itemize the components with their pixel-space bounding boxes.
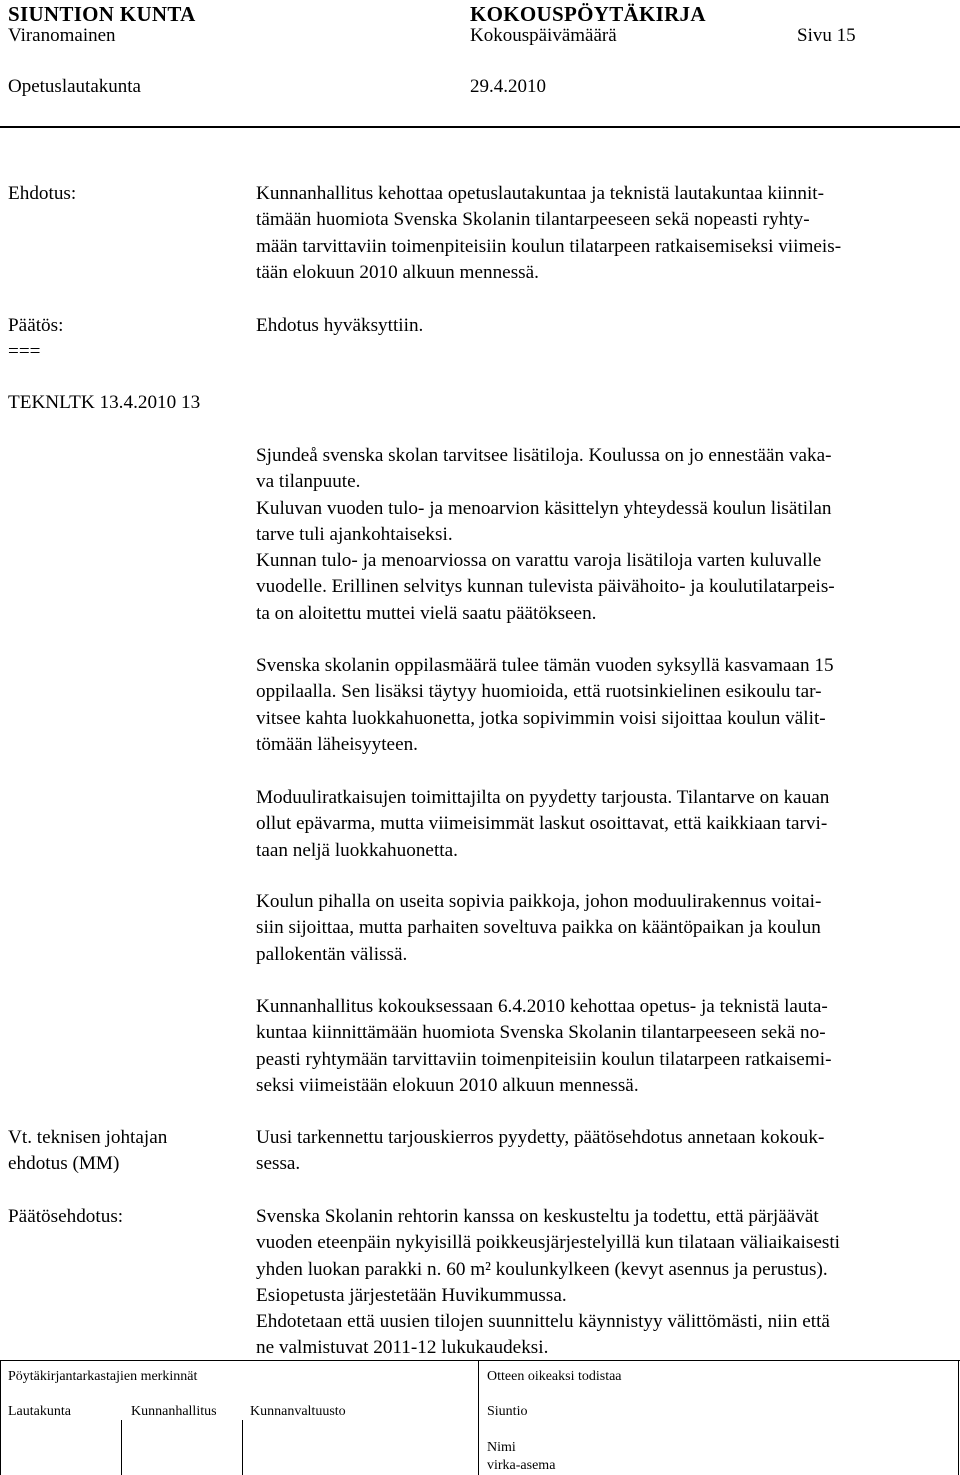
body-line: va tilanpuute. — [256, 471, 361, 493]
authority-value: Opetuslautakunta — [8, 76, 141, 97]
body-line: kuntaa kiinnittämään huomiota Svenska Skolanin tilantarpeeseen sekä no- — [256, 1022, 826, 1044]
separator: === — [8, 341, 41, 362]
decision-proposal-label: Päätösehdotus: — [8, 1206, 124, 1227]
footer-left-border — [0, 1360, 1, 1475]
decision-proposal-line: Svenska Skolanin rehtorin kanssa on keskusteltu ja todettu, että pärjäävät — [256, 1206, 819, 1227]
checkers-label: Pöytäkirjantarkastajien merkinnät — [8, 1369, 198, 1384]
body-paragraph-2 — [256, 653, 956, 758]
body-line: oppilaalla. Sen lisäksi täytyy huomioida, että ruotsinkielinen esikoulu tar- — [256, 681, 822, 703]
body-paragraph-4 — [256, 889, 956, 968]
body-line: ollut epävarma, mutta viimeisimmät laskut osoittavat, että kaikkiaan tarvi- — [256, 813, 828, 835]
body-line: vuodelle. Erillinen selvitys kunnan tulevista päivähoito- ja koulutilatarpeis- — [256, 576, 835, 598]
date-value: 29.4.2010 — [470, 76, 546, 97]
body-line: seksi viimeistään elokuun 2010 alkuun mennessä. — [256, 1074, 639, 1096]
director-line: Uusi tarkennettu tarjouskierros pyydetty, päätösehdotus annetaan kokouk- — [256, 1127, 825, 1148]
director-proposal-label — [8, 1125, 167, 1178]
body-line: Koulun pihalla on useita sopivia paikkoja, johon moduulirakennus voitai- — [256, 891, 822, 912]
authority-label: Viranomainen — [8, 25, 116, 46]
header-divider — [0, 126, 960, 128]
col-government-label: Kunnanhallitus — [131, 1404, 217, 1419]
page-number: Sivu 15 — [797, 25, 856, 46]
body-line: pallokentän välissä. — [256, 943, 408, 965]
document-type: KOKOUSPÖYTÄKIRJA — [470, 2, 706, 26]
body-line: siin sijoittaa, mutta parhaiten soveltuva paikka on kääntöpaikan ja koulun — [256, 917, 821, 939]
body-line: taan neljä luokkahuonetta. — [256, 839, 458, 861]
director-label-line: Vt. teknisen johtajan — [8, 1127, 168, 1148]
body-line: tömään läheisyyteen. — [256, 733, 418, 755]
decision-text — [256, 313, 956, 339]
footer-top-border — [0, 1360, 960, 1361]
body-line: Kuluvan vuoden tulo- ja menoarvion käsittelyn yhteydessä koulun lisätilan — [256, 497, 832, 519]
body-line: peasti ryhtymään tarvittaviin toimenpiteisiin koulun tilatarpeen ratkaisemi- — [256, 1048, 832, 1070]
body-line: Kunnan tulo- ja menoarviossa on varattu varoja lisätiloja varten kuluvalle — [256, 550, 822, 572]
decision-proposal-line: yhden luokan parakki n. 60 m² koulunkylkeen (kevyt asennus ja perustus). — [256, 1258, 828, 1280]
footer-col-divider-2 — [242, 1420, 243, 1475]
body-paragraph-5 — [256, 994, 956, 1099]
proposal-text — [256, 181, 956, 286]
body-line: vitsee kahta luokkahuonetta, jotka sopivimmin voisi sijoittaa koulun välit- — [256, 707, 826, 729]
certified-label: Otteen oikeaksi todistaa — [487, 1369, 622, 1384]
decision-proposal-line: vuoden eteenpäin nykyisillä poikkeusjärjestelyillä kun tilataan väliaikaisesti — [256, 1232, 840, 1254]
proposal-line: tään elokuun 2010 alkuun mennessä. — [256, 261, 539, 283]
decision-proposal-line: Ehdotetaan että uusien tilojen suunnittelu käynnistyy välittömästi, niin että — [256, 1311, 830, 1333]
decision-proposal-line: Esiopetusta järjestetään Huvikummussa. — [256, 1284, 567, 1306]
decision-proposal-line: ne valmistuvat 2011-12 lukukaudeksi. — [256, 1337, 549, 1359]
body-line: Kunnanhallitus kokouksessaan 6.4.2010 kehottaa opetus- ja teknistä lauta- — [256, 996, 828, 1017]
director-line: sessa. — [256, 1153, 301, 1175]
place-label: Siuntio — [487, 1404, 528, 1419]
body-paragraph-3 — [256, 785, 956, 864]
decision-label: Päätös: — [8, 315, 64, 336]
body-line: Svenska skolanin oppilasmäärä tulee tämän vuoden syksyllä kasvamaan 15 — [256, 655, 834, 676]
body-line: Moduuliratkaisujen toimittajilta on pyydetty tarjousta. Tilantarve on kauan — [256, 787, 830, 808]
proposal-line: Kunnanhallitus kehottaa opetuslautakuntaa ja teknistä lautakuntaa kiinnit- — [256, 183, 824, 204]
decision-line: Ehdotus hyväksyttiin. — [256, 315, 424, 336]
director-proposal-text — [256, 1125, 956, 1178]
name-label: Nimi — [487, 1440, 516, 1455]
section-reference: TEKNLTK 13.4.2010 13 — [8, 392, 201, 413]
footer-right-border — [958, 1360, 959, 1475]
footer-center-divider — [478, 1360, 479, 1475]
director-label-line: ehdotus (MM) — [8, 1153, 120, 1175]
title-label: virka-asema — [487, 1458, 556, 1473]
col-board-label: Lautakunta — [8, 1404, 71, 1419]
footer-col-divider-1 — [121, 1420, 122, 1475]
body-paragraph-1 — [256, 443, 956, 627]
proposal-line: tämään huomiota Svenska Skolanin tilantarpeeseen sekä nopeasti ryhty- — [256, 209, 810, 231]
decision-proposal-text — [256, 1204, 956, 1362]
col-council-label: Kunnanvaltuusto — [250, 1404, 346, 1419]
proposal-label: Ehdotus: — [8, 183, 77, 204]
body-line: tarve tuli ajankohtaiseksi. — [256, 523, 453, 545]
proposal-line: mään tarvittaviin toimenpiteisiin koulun tilatarpeen ratkaisemiseksi viimeis- — [256, 235, 842, 257]
body-line: Sjundeå svenska skolan tarvitsee lisätiloja. Koulussa on jo ennestään vaka- — [256, 445, 832, 466]
body-line: ta on aloitettu muttei vielä saatu päätökseen. — [256, 602, 597, 624]
date-label: Kokouspäivämäärä — [470, 25, 617, 46]
organization-name: SIUNTION KUNTA — [8, 2, 196, 26]
